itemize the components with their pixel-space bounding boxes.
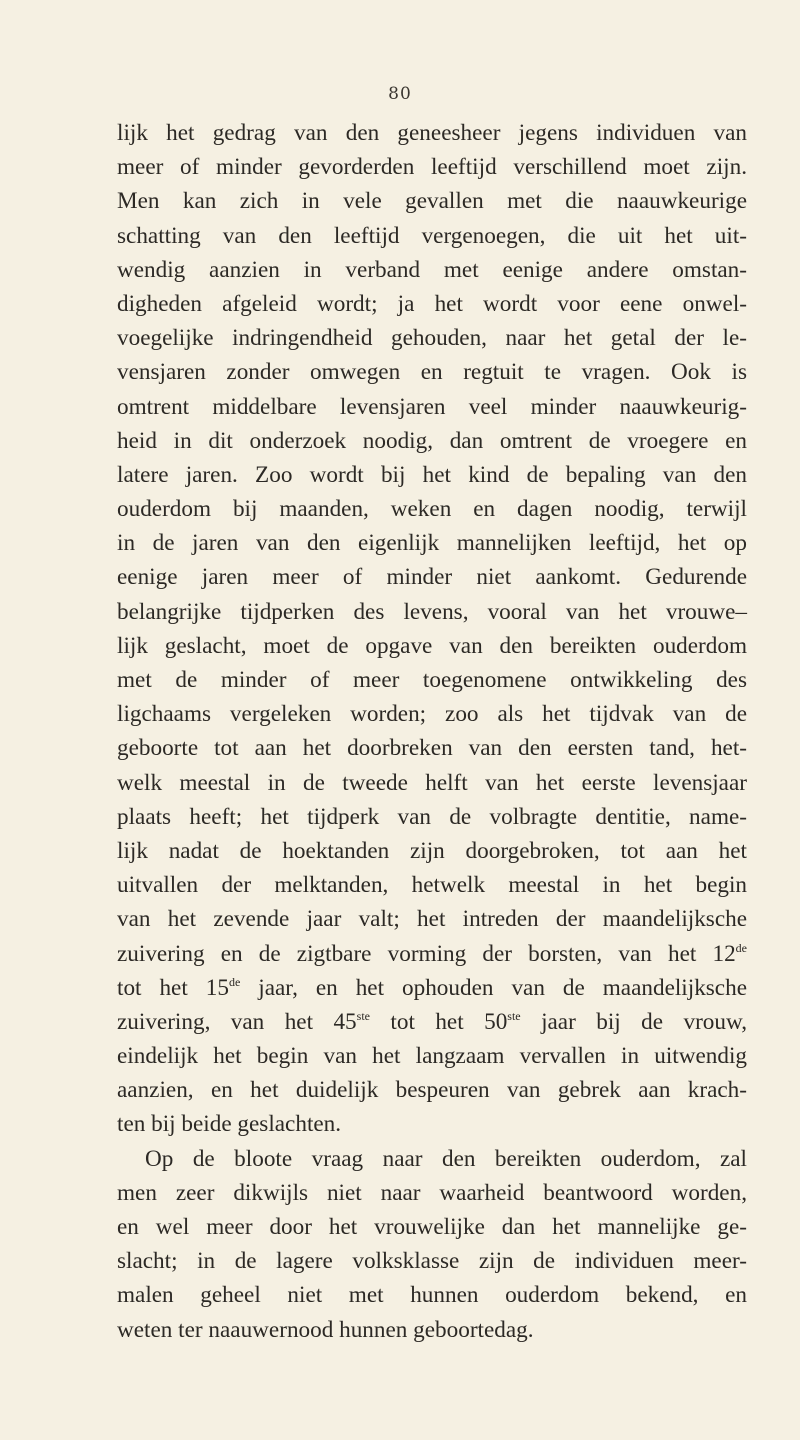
text-line [117,1005,747,1039]
text-line [117,1142,747,1176]
text-line [117,731,747,765]
ordinal-superscript: de [735,940,747,955]
text-segment: slacht; in de lagere volksklasse zijn de individuen meer- [117,1248,747,1275]
text-line [117,560,747,594]
text-segment: omtrent middelbare levensjaren veel minder naauwkeurig- [117,393,747,420]
text-line [117,1073,747,1107]
ordinal-superscript: ste [507,1008,521,1023]
text-segment: in de jaren van den eigenlijk mannelijken leeftijd, het op [117,530,747,557]
text-line [117,184,747,218]
text-segment: plaats heeft; het tijdperk van de volbragte dentitie, name- [117,803,747,830]
text-segment: zuivering, van het 45 [117,1008,357,1035]
text-segment: welk meestal in de tweede helft van het eerste levensjaar [117,769,747,796]
text-line [117,937,747,971]
text-segment: digheden afgeleid wordt; ja het wordt voor eene onwel- [117,290,747,317]
text-segment: jaar bij de vrouw, [520,1008,748,1035]
text-segment: tot het 15 [117,974,229,1001]
text-segment: van het zevende jaar valt; het intreden der maandelijksche [117,906,747,933]
text-segment: geboorte tot aan het doorbreken van den eersten tand, het- [117,735,747,762]
text-line [117,971,747,1005]
text-segment: eenige jaren meer of minder niet aankomt. Gedurende [117,564,747,591]
text-line [117,321,747,355]
text-segment: jaar, en het ophouden van de maandelijksche [240,974,747,1001]
text-line [117,766,747,800]
text-line [117,834,747,868]
text-line [117,287,747,321]
text-line [117,458,747,492]
text-segment: meer of minder gevorderden leeftijd verschillend moet zijn. [117,154,747,181]
text-line [117,1039,747,1073]
text-segment: Men kan zich in vele gevallen met die naauwkeurige [117,188,747,215]
text-line [117,390,747,424]
text-segment: latere jaren. Zoo wordt bij het kind de bepaling van den [117,461,747,488]
text-line [117,355,747,389]
text-segment: wendig aanzien in verband met eenige andere omstan- [117,256,747,283]
text-segment: ouderdom bij maanden, weken en dagen noodig, terwijl [117,496,747,523]
text-segment: voegelijke indringendheid gehouden, naar het getal der le- [117,325,747,352]
text-segment: lijk nadat de hoektanden zijn doorgebroken, tot aan het [117,837,747,864]
text-segment: belangrijke tijdperken des levens, vooral van het vrouwe– [117,598,747,625]
text-line [117,424,747,458]
text-line [117,116,747,150]
ordinal-superscript: de [228,974,241,989]
text-segment: lijk geslacht, moet de opgave van den bereikten ouderdom [117,632,747,659]
text-segment: eindelijk het begin van het langzaam vervallen in uitwendig [117,1043,747,1070]
text-segment: schatting van den leeftijd vergenoegen, die uit het uit- [117,222,747,249]
text-segment: tot het 50 [370,1008,508,1035]
text-line [117,800,747,834]
text-line [117,595,747,629]
text-segment: en wel meer door het vrouwelijke dan het mannelijke ge- [117,1214,747,1240]
text-line [117,1210,747,1244]
text-segment: vensjaren zonder omwegen en regtuit te vragen. Ook is [117,359,747,386]
ordinal-superscript: ste [356,1008,370,1023]
text-line [117,1244,747,1278]
text-line [117,1278,747,1312]
text-segment: zuivering en de zigtbare vorming der borsten, van het 12 [117,940,736,967]
text-segment: lijk het gedrag van den geneesheer jegens individuen van [117,120,747,146]
text-line [117,663,747,697]
text-line [117,526,747,560]
text-line [117,253,747,287]
text-segment: met de minder of meer toegenomene ontwikkeling des [117,667,747,693]
text-segment: weten ter naauwernood hunnen geboortedag. [117,1316,534,1343]
text-segment: ligchaams vergeleken worden; zoo als het tijdvak van de [117,701,747,728]
text-line [117,1107,747,1141]
text-segment: aanzien, en het duidelijk bespeuren van gebrek aan krach- [117,1077,747,1104]
text-segment: uitvallen der melktanden, hetwelk meestal in het begin [117,872,747,899]
text-line [117,868,747,902]
text-line [117,492,747,526]
text-segment: heid in dit onderzoek noodig, dan omtrent de vroegere en [117,427,747,454]
text-line [117,697,747,731]
page-number: 80 [388,84,412,104]
body-text [117,116,747,1347]
text-segment: malen geheel niet met hunnen ouderdom bekend, en [117,1282,747,1309]
text-line [117,629,747,663]
text-line [117,902,747,936]
text-line [117,1313,747,1347]
text-segment: ten bij beide geslachten. [117,1111,342,1138]
text-line [117,150,747,184]
text-segment: men zeer dikwijls niet naar waarheid beantwoord worden, [117,1179,747,1206]
text-line [117,1176,747,1210]
text-line [117,219,747,253]
text-segment: Op de bloote vraag naar den bereikten ouderdom, zal [145,1145,747,1172]
